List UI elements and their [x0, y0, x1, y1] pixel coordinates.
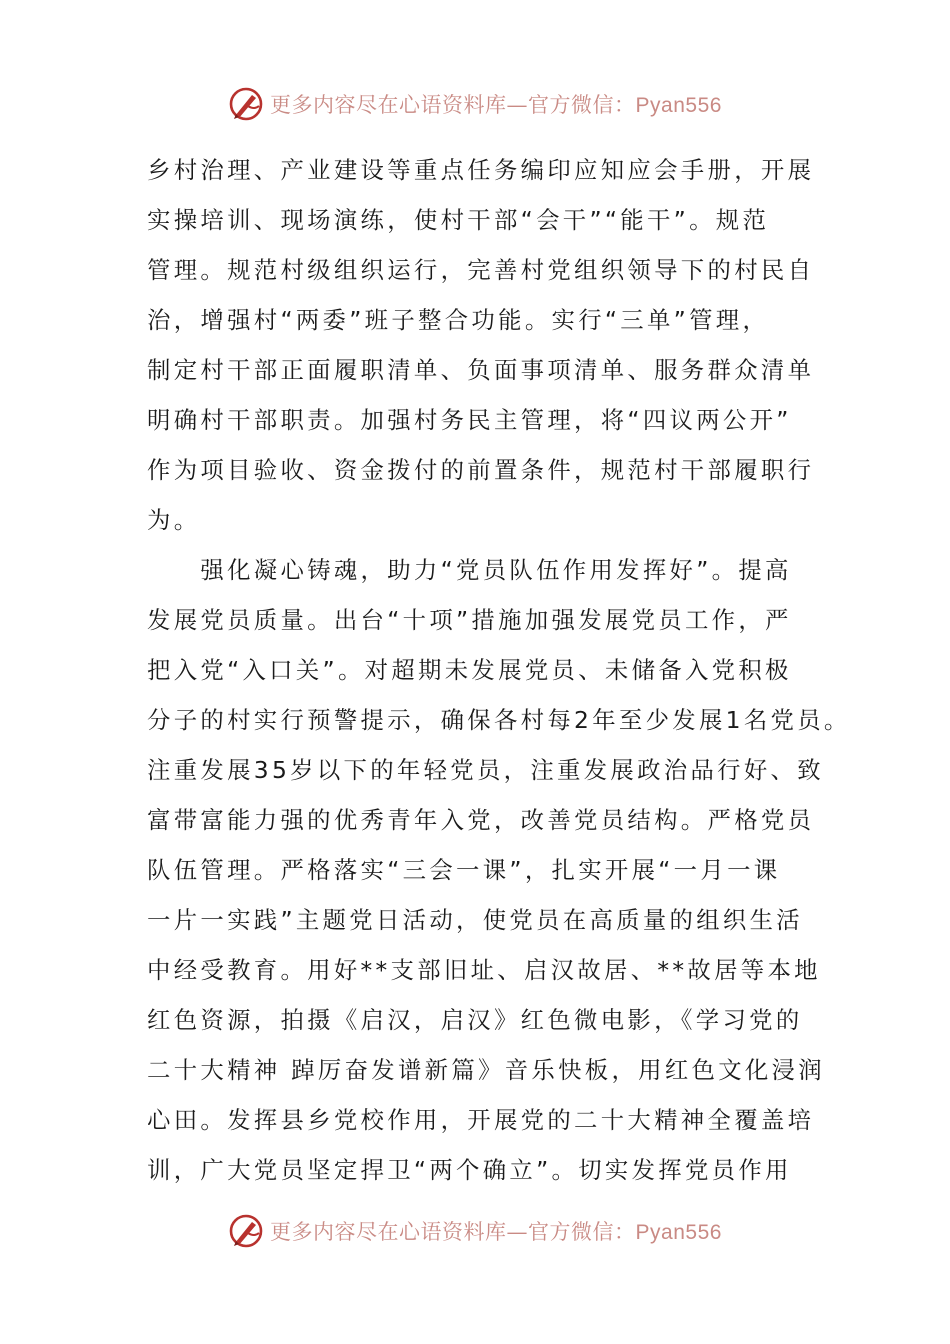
- footer-wechat-id: Pyan556: [635, 1221, 722, 1244]
- paragraph-start-line: 强化凝心铸魂，助力“党员队伍作用发挥好”。提高: [147, 556, 792, 584]
- body-line: 一片一实践”主题党日活动，使党员在高质量的组织生活: [147, 906, 803, 934]
- body-line: 治，增强村“两委”班子整合功能。实行“三单”管理，: [147, 306, 770, 334]
- body-line: 富带富能力强的优秀青年入党，改善党员结构。严格党员: [147, 806, 815, 834]
- body-line: 明确村干部职责。加强村务民主管理，将“四议两公开”: [147, 406, 792, 434]
- document-body: [147, 145, 851, 1195]
- body-line: 为。: [147, 506, 201, 534]
- header-wechat-id: Pyan556: [635, 94, 722, 117]
- body-line: 把入党“入口关”。对超期未发展党员、未储备入党积极: [147, 656, 792, 684]
- pen-logo-icon: [228, 86, 264, 122]
- body-line: 作为项目验收、资金拨付的前置条件，规范村干部履职行: [147, 456, 815, 484]
- body-line: 训，广大党员坚定捍卫“两个确立”。切实发挥党员作用: [147, 1156, 792, 1184]
- footer-watermark-banner: [0, 1211, 950, 1251]
- body-line: 发展党员质量。出台“十项”措施加强发展党员工作，严: [147, 606, 792, 634]
- body-line: 乡村治理、产业建设等重点任务编印应知应会手册，开展: [147, 156, 815, 184]
- body-line: 实操培训、现场演练，使村干部“会干”“能干”。规范: [147, 206, 770, 234]
- body-line: 二十大精神 踔厉奋发谱新篇》音乐快板，用红色文化浸润: [147, 1056, 825, 1084]
- body-line: 制定村干部正面履职清单、负面事项清单、服务群众清单: [147, 356, 815, 384]
- body-line: 中经受教育。用好**支部旧址、启汉故居、**故居等本地: [147, 956, 821, 984]
- body-line: 管理。规范村级组织运行，完善村党组织领导下的村民自: [147, 256, 815, 284]
- pen-logo-icon: [228, 1213, 264, 1249]
- body-line: 心田。发挥县乡党校作用，开展党的二十大精神全覆盖培: [147, 1106, 815, 1134]
- body-line: 分子的村实行预警提示，确保各村每2年至少发展1名党员。: [147, 706, 851, 734]
- footer-banner-text: 更多内容尽在心语资料库—官方微信：: [270, 1220, 636, 1244]
- body-line: 红色资源，拍摄《启汉，启汉》红色微电影，《学习党的: [147, 1006, 803, 1034]
- header-watermark-banner: [0, 84, 950, 124]
- body-line: 队伍管理。严格落实“三会一课”，扎实开展“一月一课: [147, 856, 781, 884]
- body-line: 注重发展35岁以下的年轻党员，注重发展政治品行好、致: [147, 756, 824, 784]
- header-banner-text: 更多内容尽在心语资料库—官方微信：: [270, 93, 636, 117]
